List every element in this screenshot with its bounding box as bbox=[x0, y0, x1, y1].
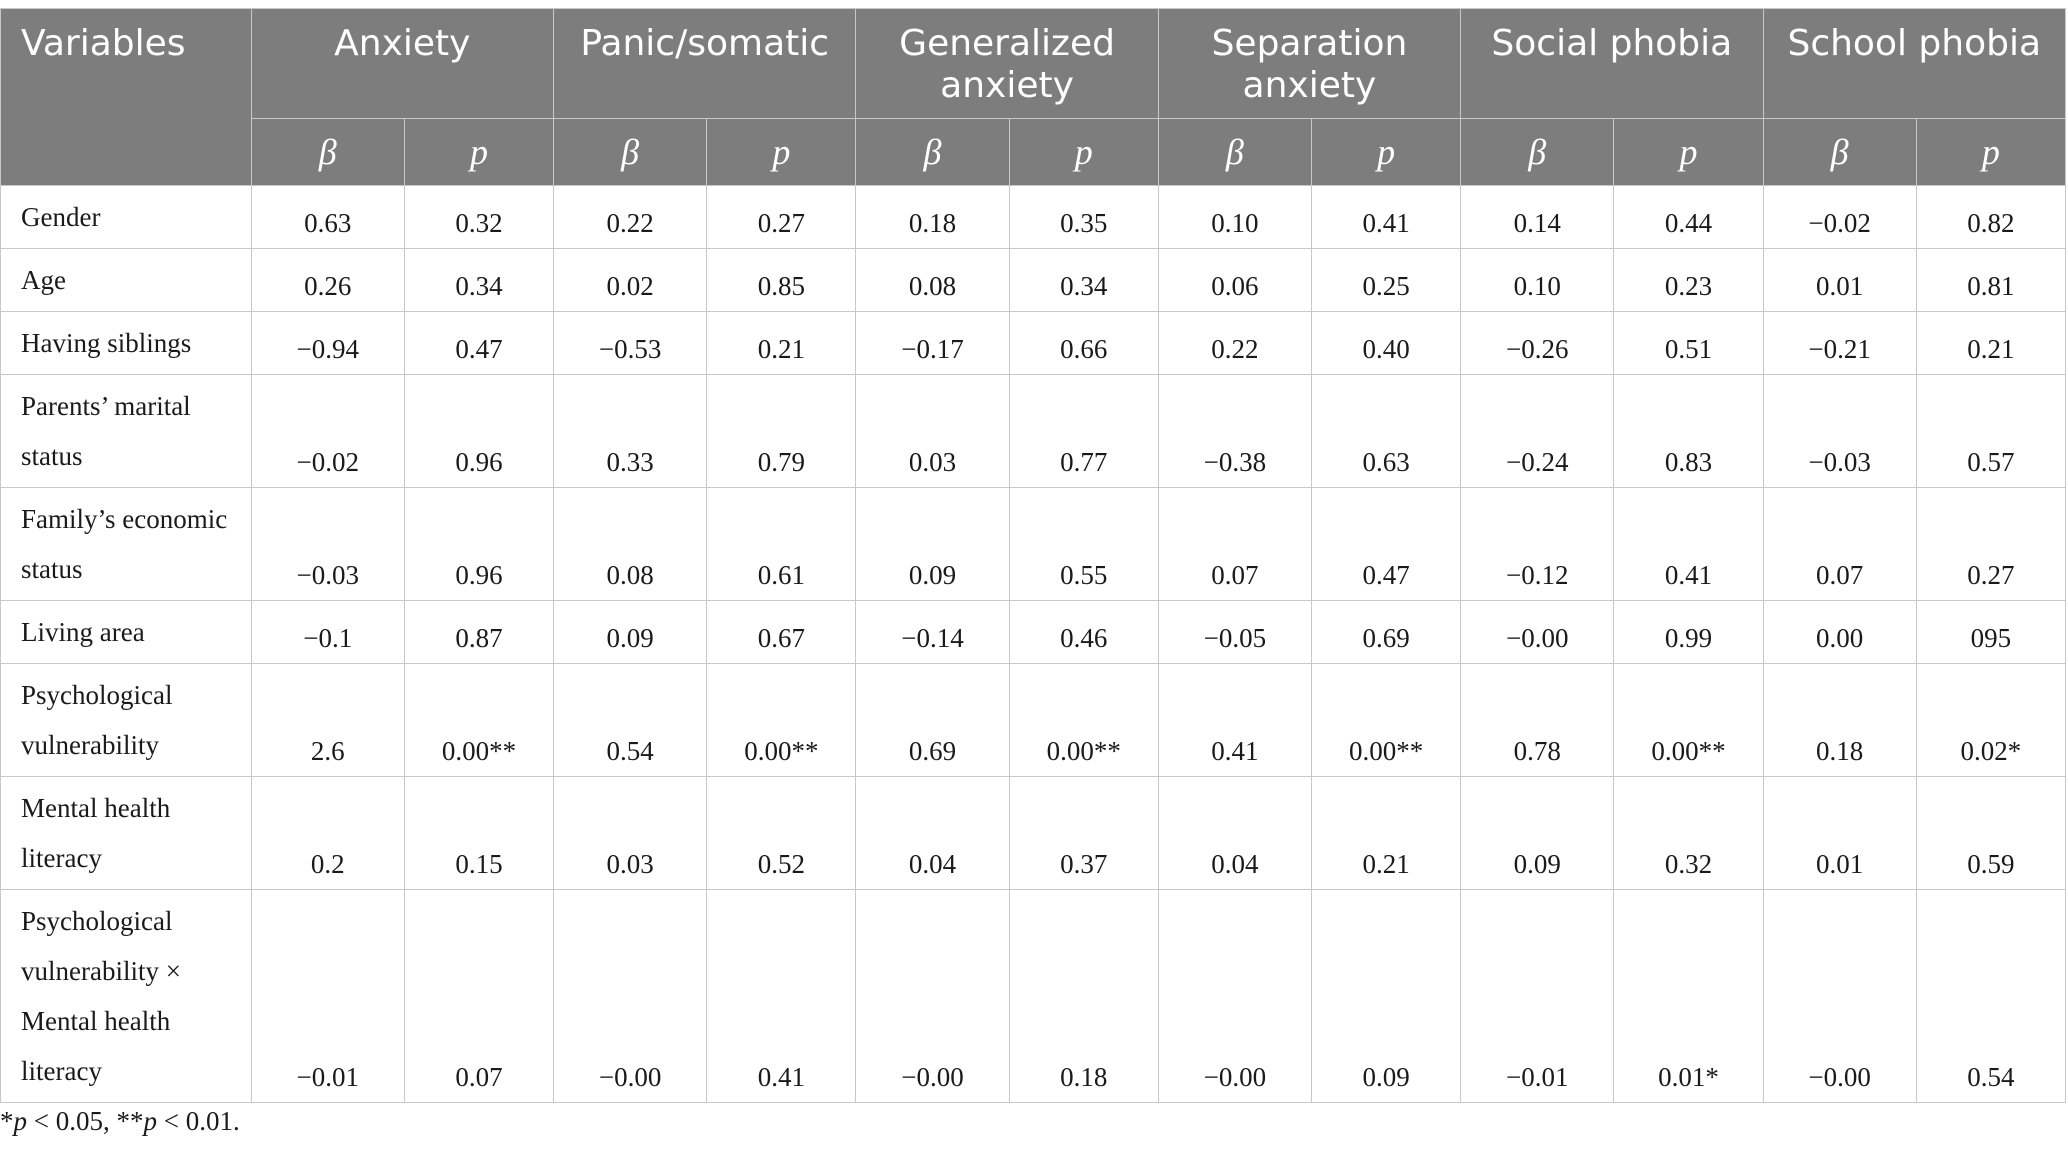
cell-p: 0.01* bbox=[1614, 890, 1763, 1103]
table-row bbox=[1, 664, 2066, 777]
footnote-threshold-1: < 0.05, ** bbox=[27, 1106, 144, 1136]
cell-beta: −0.03 bbox=[1763, 375, 1916, 488]
table-body bbox=[1, 186, 2066, 1103]
cell-beta: 0.01 bbox=[1763, 249, 1916, 312]
cell-p: 0.67 bbox=[707, 601, 856, 664]
cell-beta: −0.05 bbox=[1158, 601, 1311, 664]
cell-p: 0.99 bbox=[1614, 601, 1763, 664]
cell-beta: 0.07 bbox=[1763, 488, 1916, 601]
cell-beta: 0.04 bbox=[1158, 777, 1311, 890]
cell-beta: 0.08 bbox=[856, 249, 1009, 312]
cell-p: 0.21 bbox=[1312, 777, 1461, 890]
cell-beta: −0.17 bbox=[856, 312, 1009, 375]
cell-p: 0.79 bbox=[707, 375, 856, 488]
cell-beta: 0.26 bbox=[251, 249, 404, 312]
cell-p: 0.52 bbox=[707, 777, 856, 890]
cell-p: 0.55 bbox=[1009, 488, 1158, 601]
cell-p: 0.57 bbox=[1916, 375, 2065, 488]
cell-p: 0.00** bbox=[404, 664, 553, 777]
cell-beta: −0.00 bbox=[1763, 890, 1916, 1103]
header-beta: β bbox=[856, 119, 1009, 186]
footnote-p: p bbox=[13, 1106, 27, 1136]
regression-table bbox=[0, 8, 2066, 1103]
header-beta: β bbox=[1158, 119, 1311, 186]
header-p: p bbox=[1614, 119, 1763, 186]
cell-beta: −0.02 bbox=[251, 375, 404, 488]
cell-beta: −0.14 bbox=[856, 601, 1009, 664]
row-label: Psychological vulnerability bbox=[1, 664, 252, 777]
cell-beta: 0.06 bbox=[1158, 249, 1311, 312]
cell-beta: 0.10 bbox=[1461, 249, 1614, 312]
table-container bbox=[0, 8, 2066, 1103]
header-group-separation-anxiety: Separation anxiety bbox=[1158, 9, 1460, 119]
cell-beta: −0.01 bbox=[1461, 890, 1614, 1103]
cell-p: 0.37 bbox=[1009, 777, 1158, 890]
cell-beta: 0.08 bbox=[554, 488, 707, 601]
cell-p: 0.32 bbox=[404, 186, 553, 249]
cell-p: 0.09 bbox=[1312, 890, 1461, 1103]
cell-p: 0.32 bbox=[1614, 777, 1763, 890]
cell-beta: 0.02 bbox=[554, 249, 707, 312]
table-row bbox=[1, 601, 2066, 664]
cell-p: 0.47 bbox=[1312, 488, 1461, 601]
cell-beta: 0.2 bbox=[251, 777, 404, 890]
cell-beta: −0.53 bbox=[554, 312, 707, 375]
cell-p: 0.34 bbox=[404, 249, 553, 312]
cell-p: 0.59 bbox=[1916, 777, 2065, 890]
cell-beta: −0.24 bbox=[1461, 375, 1614, 488]
cell-beta: 0.33 bbox=[554, 375, 707, 488]
cell-beta: 0.22 bbox=[1158, 312, 1311, 375]
cell-p: 0.61 bbox=[707, 488, 856, 601]
cell-p: 0.66 bbox=[1009, 312, 1158, 375]
cell-p: 0.47 bbox=[404, 312, 553, 375]
cell-p: 0.44 bbox=[1614, 186, 1763, 249]
header-beta: β bbox=[1461, 119, 1614, 186]
cell-p: 0.00** bbox=[1009, 664, 1158, 777]
cell-p: 0.23 bbox=[1614, 249, 1763, 312]
cell-beta: −0.02 bbox=[1763, 186, 1916, 249]
header-group-generalized-anxiety: Generalized anxiety bbox=[856, 9, 1158, 119]
cell-p: 0.02* bbox=[1916, 664, 2065, 777]
cell-beta: 0.09 bbox=[856, 488, 1009, 601]
cell-p: 0.87 bbox=[404, 601, 553, 664]
header-group-social-phobia: Social phobia bbox=[1461, 9, 1763, 119]
header-beta: β bbox=[1763, 119, 1916, 186]
cell-p: 0.96 bbox=[404, 375, 553, 488]
row-label: Family’s economic status bbox=[1, 488, 252, 601]
table-header bbox=[1, 9, 2066, 186]
cell-p: 0.18 bbox=[1009, 890, 1158, 1103]
cell-beta: −0.01 bbox=[251, 890, 404, 1103]
header-variables: Variables bbox=[1, 9, 252, 186]
cell-p: 0.07 bbox=[404, 890, 553, 1103]
cell-beta: 0.03 bbox=[856, 375, 1009, 488]
cell-beta: −0.03 bbox=[251, 488, 404, 601]
cell-p: 0.00** bbox=[1312, 664, 1461, 777]
footnote-p: p bbox=[143, 1106, 157, 1136]
cell-p: 0.00** bbox=[1614, 664, 1763, 777]
row-label: Parents’ marital status bbox=[1, 375, 252, 488]
cell-p: 0.34 bbox=[1009, 249, 1158, 312]
header-row-stats bbox=[1, 119, 2066, 186]
cell-p: 0.41 bbox=[1312, 186, 1461, 249]
header-p: p bbox=[1009, 119, 1158, 186]
cell-p: 0.96 bbox=[404, 488, 553, 601]
table-row bbox=[1, 777, 2066, 890]
row-label: Having siblings bbox=[1, 312, 252, 375]
cell-beta: 0.41 bbox=[1158, 664, 1311, 777]
cell-beta: 0.69 bbox=[856, 664, 1009, 777]
cell-beta: −0.12 bbox=[1461, 488, 1614, 601]
table-row bbox=[1, 488, 2066, 601]
row-label: Mental health literacy bbox=[1, 777, 252, 890]
table-row bbox=[1, 186, 2066, 249]
cell-beta: −0.00 bbox=[856, 890, 1009, 1103]
cell-p: 0.15 bbox=[404, 777, 553, 890]
cell-beta: −0.1 bbox=[251, 601, 404, 664]
row-label: Age bbox=[1, 249, 252, 312]
header-group-school-phobia: School phobia bbox=[1763, 9, 2065, 119]
cell-p: 0.85 bbox=[707, 249, 856, 312]
footnote-threshold-2: < 0.01. bbox=[156, 1106, 240, 1136]
cell-beta: 0.63 bbox=[251, 186, 404, 249]
cell-p: 0.21 bbox=[707, 312, 856, 375]
cell-p: 0.82 bbox=[1916, 186, 2065, 249]
cell-beta: −0.00 bbox=[1158, 890, 1311, 1103]
cell-beta: 0.03 bbox=[554, 777, 707, 890]
cell-beta: 0.10 bbox=[1158, 186, 1311, 249]
cell-beta: 0.00 bbox=[1763, 601, 1916, 664]
cell-beta: 0.22 bbox=[554, 186, 707, 249]
table-row bbox=[1, 249, 2066, 312]
header-row-groups bbox=[1, 9, 2066, 119]
cell-p: 0.54 bbox=[1916, 890, 2065, 1103]
cell-beta: 0.54 bbox=[554, 664, 707, 777]
cell-p: 0.63 bbox=[1312, 375, 1461, 488]
cell-beta: −0.38 bbox=[1158, 375, 1311, 488]
cell-p: 0.77 bbox=[1009, 375, 1158, 488]
cell-beta: −0.26 bbox=[1461, 312, 1614, 375]
cell-p: 0.21 bbox=[1916, 312, 2065, 375]
table-row bbox=[1, 890, 2066, 1103]
table-row bbox=[1, 375, 2066, 488]
header-p: p bbox=[1312, 119, 1461, 186]
cell-beta: −0.21 bbox=[1763, 312, 1916, 375]
cell-p: 0.27 bbox=[707, 186, 856, 249]
cell-p: 0.46 bbox=[1009, 601, 1158, 664]
cell-p: 0.40 bbox=[1312, 312, 1461, 375]
header-beta: β bbox=[251, 119, 404, 186]
cell-p: 0.41 bbox=[1614, 488, 1763, 601]
cell-p: 0.41 bbox=[707, 890, 856, 1103]
header-p: p bbox=[404, 119, 553, 186]
cell-beta: −0.94 bbox=[251, 312, 404, 375]
cell-beta: 0.78 bbox=[1461, 664, 1614, 777]
cell-beta: 2.6 bbox=[251, 664, 404, 777]
cell-beta: 0.14 bbox=[1461, 186, 1614, 249]
header-p: p bbox=[1916, 119, 2065, 186]
cell-p: 0.69 bbox=[1312, 601, 1461, 664]
cell-beta: 0.07 bbox=[1158, 488, 1311, 601]
header-beta: β bbox=[554, 119, 707, 186]
row-label: Psychological vulnerability × Mental health literacy bbox=[1, 890, 252, 1103]
header-group-anxiety: Anxiety bbox=[251, 9, 553, 119]
cell-p: 0.27 bbox=[1916, 488, 2065, 601]
cell-beta: 0.18 bbox=[856, 186, 1009, 249]
footnote-star: * bbox=[0, 1106, 14, 1136]
cell-p: 0.00** bbox=[707, 664, 856, 777]
cell-p: 0.35 bbox=[1009, 186, 1158, 249]
cell-p: 0.25 bbox=[1312, 249, 1461, 312]
row-label: Living area bbox=[1, 601, 252, 664]
cell-p: 0.81 bbox=[1916, 249, 2065, 312]
cell-beta: 0.04 bbox=[856, 777, 1009, 890]
cell-p: 0.83 bbox=[1614, 375, 1763, 488]
cell-p: 095 bbox=[1916, 601, 2065, 664]
cell-p: 0.51 bbox=[1614, 312, 1763, 375]
table-row bbox=[1, 312, 2066, 375]
cell-beta: 0.18 bbox=[1763, 664, 1916, 777]
header-p: p bbox=[707, 119, 856, 186]
row-label: Gender bbox=[1, 186, 252, 249]
table-footnote bbox=[0, 1106, 240, 1137]
cell-beta: 0.09 bbox=[1461, 777, 1614, 890]
cell-beta: −0.00 bbox=[1461, 601, 1614, 664]
cell-beta: −0.00 bbox=[554, 890, 707, 1103]
header-group-panic-somatic: Panic/somatic bbox=[554, 9, 856, 119]
cell-beta: 0.01 bbox=[1763, 777, 1916, 890]
cell-beta: 0.09 bbox=[554, 601, 707, 664]
